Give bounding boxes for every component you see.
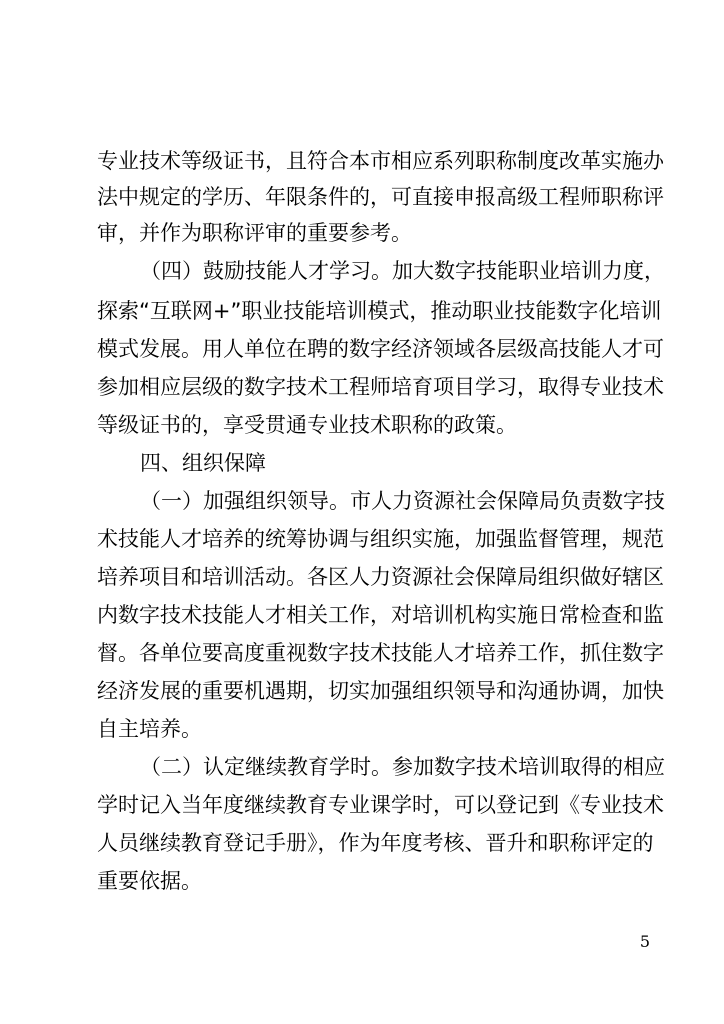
text-line: 重要依据。 bbox=[97, 869, 202, 893]
text-line: 经济发展的重要机遇期，切实加强组织领导和沟通协调，加快 bbox=[97, 679, 664, 703]
text-line: 人员继续教育登记手册》，作为年度考核、晋升和职称评定的 bbox=[97, 831, 654, 855]
text-line: 参加相应层级的数字技术工程师培育项目学习，取得专业技术 bbox=[97, 375, 664, 399]
text-line: 专业技术等级证书，且符合本市相应系列职称制度改革实施办 bbox=[97, 149, 664, 173]
section-heading-1: （一）加强组织领导。市人力资源社会保障局负责数字技 bbox=[140, 489, 665, 513]
text-line: 自主培养。 bbox=[97, 717, 202, 741]
text-line: 等级证书的，享受贯通专业技术职称的政策。 bbox=[97, 413, 517, 437]
section-heading-organization: 四、组织保障 bbox=[140, 451, 266, 475]
text-line: 模式发展。用人单位在聘的数字经济领域各层级高技能人才可 bbox=[97, 337, 664, 361]
text-line: 培养项目和培训活动。各区人力资源社会保障局组织做好辖区 bbox=[97, 565, 664, 589]
page-number: 5 bbox=[639, 932, 650, 951]
text-line: 法中规定的学历、年限条件的，可直接申报高级工程师职称评 bbox=[97, 185, 664, 209]
text-line: 督。各单位要高度重视数字技术技能人才培养工作，抓住数字 bbox=[97, 641, 664, 665]
text-line: 审，并作为职称评审的重要参考。 bbox=[97, 221, 412, 245]
section-heading-2: （二）认定继续教育学时。参加数字技术培训取得的相应 bbox=[140, 755, 665, 779]
text-line: 内数字技术技能人才相关工作，对培训机构实施日常检查和监 bbox=[97, 603, 664, 627]
section-heading-4: （四）鼓励技能人才学习。加大数字技能职业培训力度， bbox=[140, 259, 665, 283]
text-line: 术技能人才培养的统筹协调与组织实施，加强监督管理，规范 bbox=[97, 527, 664, 551]
text-line: 探索“互联网+”职业技能培训模式，推动职业技能数字化培训 bbox=[97, 299, 662, 323]
text-line: 学时记入当年度继续教育专业课学时，可以登记到《专业技术 bbox=[97, 793, 664, 817]
